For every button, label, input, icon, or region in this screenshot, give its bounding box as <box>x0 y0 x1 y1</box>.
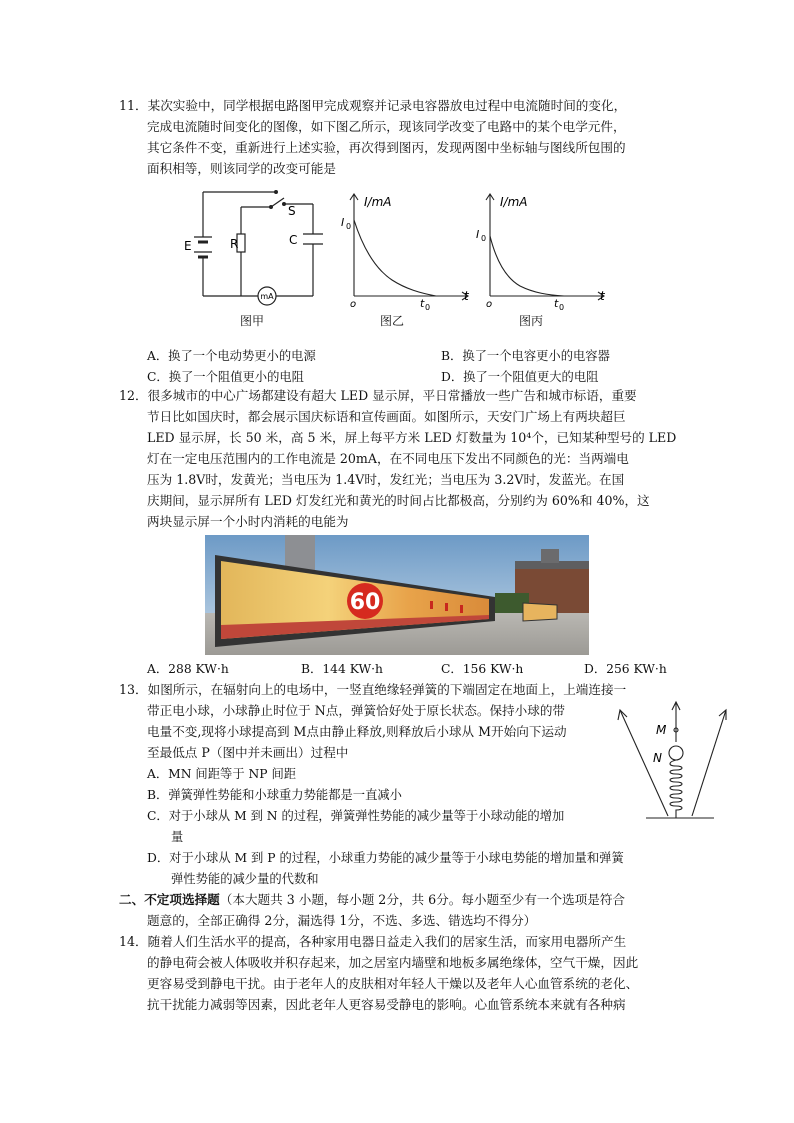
q13-option-d: D．对于小球从 M 到 P 的过程，小球重力势能的减少量等于小球电势能的增加量和弹簧 <box>147 851 624 865</box>
circuit-diagram <box>176 182 328 306</box>
I0-sub-bing: 0 <box>481 234 487 243</box>
section2-instructions: （本大题共 3 小题，每小题 2分，共 6分。每小题至少有一个选项是符合 <box>219 892 626 907</box>
q11-option-b: B．换了一个电容更小的电容器 <box>441 349 610 363</box>
q11-option-c: C．换了一个阻值更小的电阻 <box>147 370 304 384</box>
caption-bing: 图丙 <box>519 314 544 328</box>
q11-line-3: 其它条件不变，重新进行上述实验，再次得到图丙，发现两图中坐标轴与图线所包围的 <box>147 140 626 155</box>
section2-heading: 二、不定项选择题 <box>119 892 220 907</box>
q13-option-c: C．对于小球从 M 到 N 的过程，弹簧弹性势能的减少量等于小球动能的增加 <box>147 809 565 823</box>
label-E: E <box>184 239 192 253</box>
discharge-curve-bing <box>490 236 564 296</box>
q12-line-7: 两块显示屏一个小时内消耗的电能为 <box>147 514 349 529</box>
I0-label-bing: I <box>476 228 480 241</box>
q13-option-d-cont: 弹性势能的减少量的代数和 <box>171 872 319 886</box>
q13-line-1: 13．如图所示，在辐射向上的电场中，一竖直绝缘轻弹簧的下端固定在地面上，上端连接一 <box>119 682 627 697</box>
q11-line-4: 面积相等，则该同学的改变可能是 <box>147 161 336 176</box>
origin-yi: o <box>350 299 357 310</box>
q11-option-a: A．换了一个电动势更小的电源 <box>147 349 316 363</box>
q12-option-a: A．288 KW·h <box>147 662 229 676</box>
I0-sub-yi: 0 <box>346 222 352 231</box>
q12-line-5: 压为 1.8V时，发黄光；当电压为 1.4V时，发红光；当电压为 3.2V时，发蓝光。在国 <box>147 472 625 487</box>
ylabel-bing: I/mA <box>500 195 528 209</box>
q13-option-a: A．MN 间距等于 NP 间距 <box>147 767 297 781</box>
caption-yi: 图乙 <box>380 314 405 328</box>
graph-bing <box>474 190 614 312</box>
ammeter-label: mA <box>260 292 274 301</box>
q11-line-2: 完成电流随时间变化的图像，如下图乙所示，现该同学改变了电路中的某个电学元件， <box>147 119 626 134</box>
q12-line-3: LED 显示屏，长 50 米，高 5 米，屏上每平方米 LED 灯数量为 10⁴个，已知某种型号的 LED <box>147 430 677 445</box>
q13-option-c-cont: 量 <box>171 830 184 844</box>
ylabel-yi: I/mA <box>364 195 392 209</box>
graph-yi <box>340 190 480 312</box>
q12-option-b: B．144 KW·h <box>301 662 383 676</box>
q13-line-2: 带正电小球，小球静止时位于 N点，弹簧恰好处于原长状态。保持小球的带 <box>147 703 566 718</box>
q14-line-1: 14．随着人们生活水平的提高，各种家用电器日益走入我们的居家生活，而家用电器所产生 <box>119 934 627 949</box>
I0-label-yi: I <box>341 216 345 229</box>
t0-sub-yi: 0 <box>425 303 431 312</box>
label-S: S <box>288 204 296 218</box>
section2-heading-line <box>119 890 625 910</box>
section2-instructions-cont: 题意的，全部正确得 2分，漏选得 1分，不选、多选、错选均不得分） <box>147 913 537 928</box>
q12-option-d: D．256 KW·h <box>584 662 667 676</box>
t0-label-yi: t <box>420 297 425 310</box>
t-axis-yi: t <box>464 289 469 303</box>
label-R: R <box>230 237 239 251</box>
q13-option-b: B．弹簧弹性势能和小球重力势能都是一直减小 <box>147 788 402 802</box>
switch-pivot <box>269 205 273 209</box>
label-M: M <box>656 723 667 737</box>
label-C: C <box>289 233 298 247</box>
t0-sub-bing: 0 <box>559 303 565 312</box>
battery-symbol <box>194 234 212 262</box>
origin-bing: o <box>486 299 493 310</box>
q13-line-3: 电量不变,现将小球提高到 M点由静止释放,则释放后小球从 M开始向下运动 <box>147 724 567 739</box>
q11-line-1: 11．某次实验中，同学根据电路图甲完成观察并记录电容器放电过程中电流随时间的变化， <box>119 98 627 113</box>
label-N: N <box>653 751 662 765</box>
switch-terminal-top <box>274 190 278 194</box>
q12-line-1: 12．很多城市的中心广场都建设有超大 LED 显示屏，平日常播放一些广告和城市标语，重要 <box>119 388 637 403</box>
q11-option-d: D．换了一个阻值更大的电阻 <box>441 370 599 384</box>
q14-line-4: 抗干扰能力减弱等因素，因此老年人更容易受静电的影响。心血管系统本来就有各种病 <box>147 997 626 1012</box>
q13-line-4: 至最低点 P（图中并未画出）过程中 <box>147 745 349 760</box>
q14-line-2: 的静电荷会被人体吸收并积存起来，加之居室内墙壁和地板多属绝缘体，空气干燥，因此 <box>147 955 639 970</box>
discharge-curve-yi <box>354 220 436 296</box>
q12-line-4: 灯在一定电压范围内的工作电流是 20mA，在不同电压下发出不同颜色的光：当两端电 <box>147 451 629 466</box>
q12-line-2: 节日比如国庆时，都会展示国庆标语和宣传画面。如图所示，天安门广场上有两块超巨 <box>147 409 626 424</box>
q14-line-3: 更容易受到静电干扰。由于老年人的皮肤相对年轻人干燥以及老年人心血管系统的老化、 <box>147 976 639 991</box>
photo-emblem-text: 60 <box>349 590 381 615</box>
field-spring-figure <box>616 698 736 822</box>
q12-option-c: C．156 KW·h <box>441 662 524 676</box>
led-screen-photo <box>205 535 589 655</box>
t-axis-bing: t <box>600 289 605 303</box>
t0-label-bing: t <box>554 297 559 310</box>
switch-terminal-right <box>282 202 286 206</box>
q12-line-6: 庆期间，显示屏所有 LED 灯发红光和黄光的时间占比都极高，分别约为 60%和 40%，这 <box>147 493 650 508</box>
caption-jia: 图甲 <box>240 314 265 328</box>
